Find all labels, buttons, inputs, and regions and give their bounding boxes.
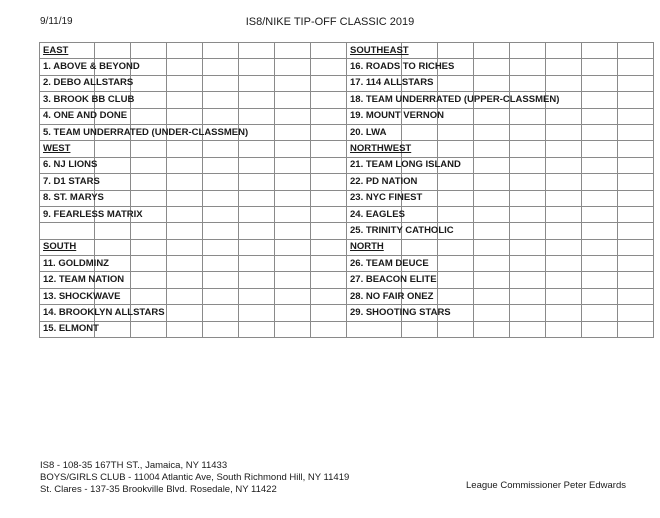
score-cell [510,59,546,75]
score-cell [438,272,474,288]
score-cell [438,190,474,206]
team-name: 17. 114 ALLSTARS [347,75,402,91]
score-cell [618,141,654,157]
score-cell [474,206,510,222]
score-cell [167,288,203,304]
score-cell [275,157,311,173]
team-name: 25. TRINITY CATHOLIC [347,223,402,239]
score-cell [546,305,582,321]
division-header-row [40,43,654,59]
team-row [40,108,654,124]
score-cell [510,190,546,206]
score-cell [275,75,311,91]
score-cell [203,108,239,124]
team-name: 9. FEARLESS MATRIX [40,206,95,222]
score-cell [474,256,510,272]
team-name: 8. ST. MARYS [40,190,95,206]
team-name: 14. BROOKLYN ALLSTARS [40,305,95,321]
score-cell [311,174,347,190]
score-cell [474,174,510,190]
score-cell [618,92,654,108]
division-header: SOUTH [40,239,95,255]
score-cell [510,124,546,140]
team-row [40,190,654,206]
score-cell [438,141,474,157]
team-name: 23. NYC FINEST [347,190,402,206]
score-cell [311,223,347,239]
score-cell [618,272,654,288]
score-cell [582,190,618,206]
score-cell [275,305,311,321]
score-cell [95,321,131,337]
score-cell [311,256,347,272]
score-cell [167,321,203,337]
score-cell [167,75,203,91]
score-cell [239,256,275,272]
team-row [40,288,654,304]
score-cell [95,141,131,157]
score-cell [546,288,582,304]
division-header: EAST [40,43,95,59]
score-cell [275,223,311,239]
score-cell [510,288,546,304]
score-cell [474,59,510,75]
score-cell [402,321,438,337]
team-row [40,157,654,173]
score-cell [618,239,654,255]
score-cell [582,43,618,59]
score-cell [474,321,510,337]
team-row [40,206,654,222]
score-cell [167,108,203,124]
team-name: 3. BROOK BB CLUB [40,92,95,108]
score-cell [546,43,582,59]
team-name: 29. SHOOTING STARS [347,305,402,321]
team-row [40,75,654,91]
score-cell [239,223,275,239]
score-cell [618,75,654,91]
score-cell [510,174,546,190]
team-row [40,124,654,140]
score-cell [582,206,618,222]
score-cell [474,124,510,140]
score-cell [239,92,275,108]
score-cell [203,272,239,288]
score-cell [167,141,203,157]
score-cell [510,206,546,222]
score-cell [582,92,618,108]
team-row [40,321,654,337]
venue-address-line: BOYS/GIRLS CLUB - 11004 Atlantic Ave, South Richmond Hill, NY 11419 [40,472,350,483]
score-cell [203,174,239,190]
score-cell [311,59,347,75]
score-cell [131,239,167,255]
empty-slot [347,321,402,337]
document-title: IS8/NIKE TIP-OFF CLASSIC 2019 [245,16,415,28]
team-name: 4. ONE AND DONE [40,108,95,124]
score-cell [510,256,546,272]
team-row [40,59,654,75]
team-name: 22. PD NATION [347,174,402,190]
commissioner-signature: League Commissioner Peter Edwards [466,480,626,491]
score-cell [618,305,654,321]
score-cell [239,43,275,59]
score-cell [510,108,546,124]
score-cell [203,141,239,157]
score-cell [95,43,131,59]
score-cell [275,190,311,206]
score-cell [618,43,654,59]
score-cell [510,272,546,288]
score-cell [311,157,347,173]
team-row [40,256,654,272]
score-cell [510,157,546,173]
score-cell [203,59,239,75]
document-page [6,4,654,512]
division-header-row [40,141,654,157]
score-cell [474,157,510,173]
team-name: 21. TEAM LONG ISLAND [347,157,402,173]
score-cell [203,157,239,173]
team-name: 20. LWA [347,124,402,140]
score-cell [582,75,618,91]
score-cell [618,256,654,272]
division-header: NORTHWEST [347,141,402,157]
score-cell [438,288,474,304]
score-cell [275,174,311,190]
score-cell [131,141,167,157]
score-cell [618,157,654,173]
score-cell [311,75,347,91]
score-cell [402,206,438,222]
team-name: 13. SHOCKWAVE [40,288,95,304]
division-header: WEST [40,141,95,157]
score-cell [131,43,167,59]
score-cell [311,305,347,321]
score-cell [546,174,582,190]
score-cell [203,75,239,91]
score-cell [582,272,618,288]
score-cell [438,43,474,59]
score-cell [582,321,618,337]
score-cell [582,174,618,190]
score-cell [275,59,311,75]
score-cell [510,239,546,255]
team-name: 27. BEACON ELITE [347,272,402,288]
score-cell [311,92,347,108]
score-cell [582,59,618,75]
score-cell [131,157,167,173]
score-cell [618,59,654,75]
score-cell [402,239,438,255]
venue-addresses [40,460,349,496]
score-cell [239,190,275,206]
score-cell [167,206,203,222]
score-cell [618,321,654,337]
score-cell [203,288,239,304]
score-cell [474,75,510,91]
score-cell [239,108,275,124]
score-cell [203,92,239,108]
team-name: 18. TEAM UNDERRATED (UPPER-CLASSMEN) [347,92,402,108]
score-cell [275,124,311,140]
team-row [40,92,654,108]
score-cell [618,190,654,206]
team-name: 28. NO FAIR ONEZ [347,288,402,304]
score-cell [438,174,474,190]
score-cell [167,305,203,321]
score-cell [275,321,311,337]
team-name: 2. DEBO ALLSTARS [40,75,95,91]
score-cell [167,59,203,75]
score-cell [438,75,474,91]
score-cell [582,124,618,140]
team-name: 11. GOLDMINZ [40,256,95,272]
team-name: 7. D1 STARS [40,174,95,190]
score-cell [131,256,167,272]
score-cell [582,305,618,321]
score-cell [275,272,311,288]
score-cell [438,124,474,140]
score-cell [167,174,203,190]
score-cell [474,272,510,288]
score-cell [167,272,203,288]
score-cell [203,239,239,255]
score-cell [546,157,582,173]
score-cell [239,174,275,190]
score-cell [167,239,203,255]
score-cell [438,256,474,272]
score-cell [474,43,510,59]
score-cell [618,223,654,239]
score-cell [546,256,582,272]
team-name: 1. ABOVE & BEYOND [40,59,95,75]
division-header: SOUTHEAST [347,43,402,59]
score-cell [203,223,239,239]
score-cell [95,174,131,190]
score-cell [239,75,275,91]
team-row [40,223,654,239]
score-cell [582,108,618,124]
team-name: 24. EAGLES [347,206,402,222]
score-cell [311,272,347,288]
score-cell [95,239,131,255]
document-date: 9/11/19 [40,16,73,27]
score-cell [131,288,167,304]
score-cell [131,272,167,288]
team-name: 26. TEAM DEUCE [347,256,402,272]
score-cell [167,43,203,59]
score-cell [203,43,239,59]
score-cell [311,190,347,206]
team-row [40,174,654,190]
score-cell [546,272,582,288]
score-cell [582,141,618,157]
score-cell [546,124,582,140]
score-cell [239,321,275,337]
score-cell [275,141,311,157]
score-cell [203,256,239,272]
score-cell [582,239,618,255]
team-name: 12. TEAM NATION [40,272,95,288]
score-cell [167,256,203,272]
score-cell [474,141,510,157]
team-row [40,272,654,288]
score-cell [311,43,347,59]
score-cell [510,305,546,321]
score-cell [618,288,654,304]
score-cell [131,321,167,337]
score-cell [275,288,311,304]
team-row [40,305,654,321]
score-cell [546,206,582,222]
score-cell [510,321,546,337]
division-header: NORTH [347,239,402,255]
score-cell [582,288,618,304]
score-cell [167,92,203,108]
score-cell [546,59,582,75]
score-cell [239,288,275,304]
score-cell [95,223,131,239]
score-cell [131,174,167,190]
score-cell [239,206,275,222]
score-cell [167,223,203,239]
score-cell [510,141,546,157]
division-header-row [40,239,654,255]
score-cell [131,92,167,108]
score-cell [239,141,275,157]
score-cell [311,321,347,337]
score-cell [239,157,275,173]
score-cell [311,206,347,222]
division-grid-wrapper [39,42,654,338]
score-cell [311,124,347,140]
score-cell [618,124,654,140]
score-cell [311,141,347,157]
score-cell [131,75,167,91]
score-cell [203,321,239,337]
score-cell [239,59,275,75]
score-cell [167,190,203,206]
score-cell [582,256,618,272]
score-cell [582,223,618,239]
score-cell [546,190,582,206]
score-cell [546,108,582,124]
team-name: 15. ELMONT [40,321,95,337]
score-cell [95,157,131,173]
score-cell [546,239,582,255]
score-cell [546,321,582,337]
team-name: 16. ROADS TO RICHES [347,59,402,75]
score-cell [239,239,275,255]
score-cell [275,108,311,124]
team-name: 6. NJ LIONS [40,157,95,173]
score-cell [618,108,654,124]
score-cell [311,288,347,304]
score-cell [546,141,582,157]
venue-address-line: IS8 - 108-35 167TH ST., Jamaica, NY 11433 [40,460,228,471]
score-cell [131,190,167,206]
score-cell [510,43,546,59]
team-name: 19. MOUNT VERNON [347,108,402,124]
score-cell [167,157,203,173]
score-cell [239,305,275,321]
score-cell [474,305,510,321]
score-cell [438,321,474,337]
score-cell [311,239,347,255]
score-cell [275,206,311,222]
score-cell [203,190,239,206]
score-cell [203,206,239,222]
score-cell [402,124,438,140]
team-name: 5. TEAM UNDERRATED (UNDER-CLASSMEN) [40,124,95,140]
score-cell [474,288,510,304]
score-cell [275,92,311,108]
venue-address-line: St. Clares - 137-35 Brookville Blvd. Rosedale, NY 11422 [40,484,277,495]
score-cell [510,223,546,239]
score-cell [474,239,510,255]
division-grid [39,42,654,338]
score-cell [474,190,510,206]
score-cell [438,239,474,255]
score-cell [131,223,167,239]
score-cell [311,108,347,124]
score-cell [510,75,546,91]
score-cell [546,75,582,91]
score-cell [275,43,311,59]
score-cell [275,256,311,272]
score-cell [582,157,618,173]
score-cell [438,206,474,222]
score-cell [546,223,582,239]
score-cell [275,239,311,255]
score-cell [131,108,167,124]
empty-slot [40,223,95,239]
score-cell [618,206,654,222]
score-cell [203,305,239,321]
score-cell [239,272,275,288]
score-cell [474,108,510,124]
score-cell [618,174,654,190]
score-cell [474,223,510,239]
